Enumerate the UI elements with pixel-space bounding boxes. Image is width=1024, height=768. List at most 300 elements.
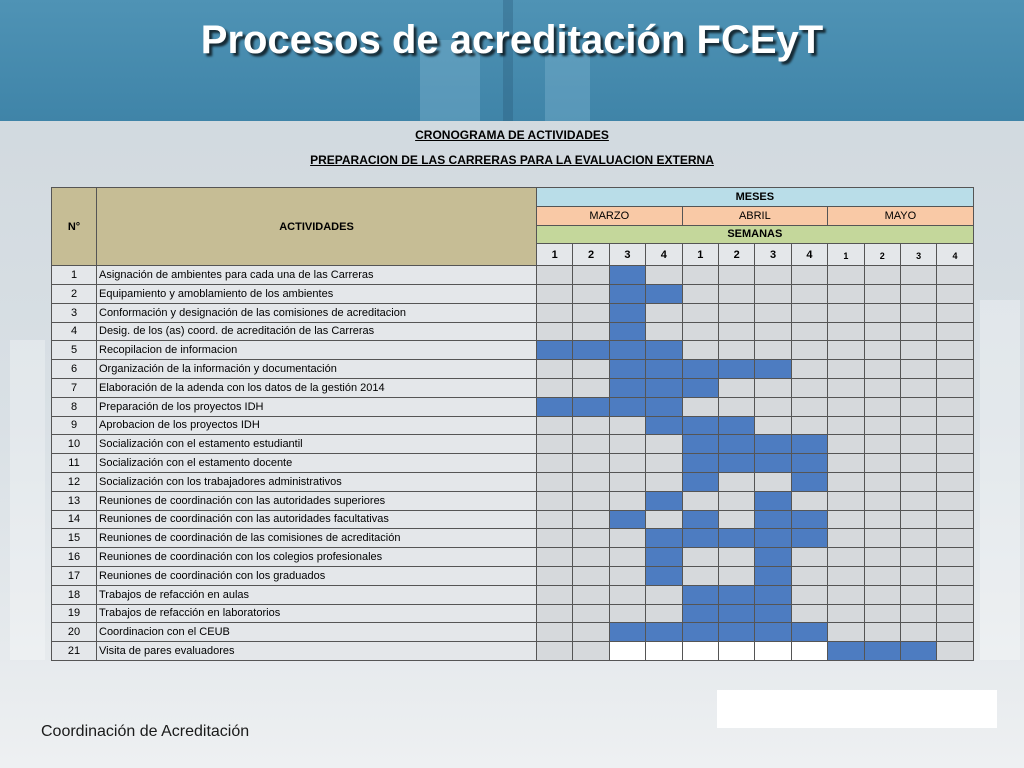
schedule-cell	[864, 378, 900, 397]
schedule-cell	[646, 303, 682, 322]
schedule-bar-cell	[573, 341, 609, 360]
schedule-cell	[791, 397, 827, 416]
schedule-cell	[937, 548, 973, 567]
schedule-cell	[900, 341, 936, 360]
activity-name: Conformación y designación de las comisiones de acreditacion	[97, 303, 537, 322]
schedule-cell	[682, 303, 718, 322]
schedule-bar-cell	[646, 529, 682, 548]
schedule-cell	[537, 472, 573, 491]
schedule-bar-cell	[609, 322, 645, 341]
schedule-cell	[937, 585, 973, 604]
schedule-cell	[864, 566, 900, 585]
activity-name: Reuniones de coordinación con las autoridades facultativas	[97, 510, 537, 529]
schedule-cell	[646, 435, 682, 454]
schedule-cell	[828, 472, 864, 491]
schedule-bar-cell	[718, 585, 754, 604]
schedule-cell	[828, 378, 864, 397]
schedule-cell	[755, 322, 791, 341]
schedule-bar-cell	[755, 454, 791, 473]
schedule-cell	[755, 642, 791, 661]
schedule-bar-cell	[900, 642, 936, 661]
schedule-cell	[646, 472, 682, 491]
schedule-cell	[937, 566, 973, 585]
row-number: 12	[52, 472, 97, 491]
schedule-cell	[900, 322, 936, 341]
schedule-cell	[864, 360, 900, 379]
schedule-cell	[864, 529, 900, 548]
schedule-bar-cell	[755, 491, 791, 510]
schedule-cell	[537, 585, 573, 604]
schedule-cell	[609, 642, 645, 661]
schedule-cell	[718, 322, 754, 341]
schedule-cell	[537, 266, 573, 285]
schedule-cell	[609, 416, 645, 435]
schedule-bar-cell	[755, 510, 791, 529]
schedule-bar-cell	[755, 623, 791, 642]
schedule-cell	[573, 510, 609, 529]
schedule-bar-cell	[609, 303, 645, 322]
row-number: 17	[52, 566, 97, 585]
schedule-bar-cell	[682, 360, 718, 379]
row-number: 14	[52, 510, 97, 529]
schedule-bar-cell	[755, 548, 791, 567]
row-number: 5	[52, 341, 97, 360]
row-number: 2	[52, 284, 97, 303]
schedule-bar-cell	[609, 378, 645, 397]
schedule-cell	[718, 642, 754, 661]
schedule-cell	[537, 322, 573, 341]
schedule-cell	[755, 266, 791, 285]
schedule-cell	[755, 284, 791, 303]
schedule-cell	[937, 510, 973, 529]
schedule-cell	[864, 397, 900, 416]
schedule-bar-cell	[609, 623, 645, 642]
schedule-cell	[537, 529, 573, 548]
schedule-cell	[791, 585, 827, 604]
table-row	[52, 397, 974, 416]
schedule-cell	[718, 548, 754, 567]
schedule-cell	[573, 529, 609, 548]
schedule-cell	[828, 510, 864, 529]
schedule-cell	[682, 397, 718, 416]
activity-name: Socialización con el estamento estudiantil	[97, 435, 537, 454]
schedule-bar-cell	[646, 548, 682, 567]
schedule-bar-cell	[609, 266, 645, 285]
schedule-bar-cell	[609, 284, 645, 303]
schedule-cell	[609, 435, 645, 454]
schedule-cell	[900, 284, 936, 303]
schedule-cell	[900, 266, 936, 285]
table-row	[52, 454, 974, 473]
schedule-bar-cell	[537, 341, 573, 360]
schedule-cell	[900, 548, 936, 567]
schedule-cell	[718, 284, 754, 303]
activity-name: Desig. de los (as) coord. de acreditación de las Carreras	[97, 322, 537, 341]
schedule-cell	[864, 623, 900, 642]
schedule-cell	[791, 303, 827, 322]
schedule-bar-cell	[791, 435, 827, 454]
schedule-cell	[864, 435, 900, 454]
table-row	[52, 472, 974, 491]
activity-name: Equipamiento y amoblamiento de los ambientes	[97, 284, 537, 303]
schedule-cell	[828, 416, 864, 435]
schedule-cell	[755, 472, 791, 491]
schedule-cell	[864, 585, 900, 604]
schedule-cell	[937, 416, 973, 435]
schedule-cell	[791, 266, 827, 285]
week-header: 3	[900, 244, 936, 266]
schedule-cell	[573, 491, 609, 510]
schedule-cell	[828, 604, 864, 623]
schedule-cell	[646, 322, 682, 341]
schedule-bar-cell	[755, 604, 791, 623]
table-row	[52, 548, 974, 567]
schedule-cell	[609, 585, 645, 604]
schedule-bar-cell	[682, 529, 718, 548]
schedule-subtitle: PREPARACION DE LAS CARRERAS PARA LA EVALUACION EXTERNA	[310, 153, 714, 167]
activity-name: Aprobacion de los proyectos IDH	[97, 416, 537, 435]
activity-name: Visita de pares evaluadores	[97, 642, 537, 661]
row-number: 1	[52, 266, 97, 285]
week-header: 1	[682, 244, 718, 266]
schedule-cell	[646, 454, 682, 473]
schedule-cell	[937, 491, 973, 510]
schedule-cell	[537, 623, 573, 642]
schedule-bar-cell	[609, 510, 645, 529]
activity-name: Reuniones de coordinación de las comisiones de acreditación	[97, 529, 537, 548]
blank-box	[717, 690, 997, 728]
table-row	[52, 416, 974, 435]
schedule-bar-cell	[646, 341, 682, 360]
schedule-cell	[828, 303, 864, 322]
schedule-cell	[791, 341, 827, 360]
schedule-bar-cell	[682, 454, 718, 473]
schedule-cell	[791, 360, 827, 379]
schedule-cell	[573, 266, 609, 285]
schedule-cell	[573, 548, 609, 567]
table-row	[52, 491, 974, 510]
schedule-cell	[937, 378, 973, 397]
schedule-cell	[537, 416, 573, 435]
schedule-cell	[937, 341, 973, 360]
schedule-cell	[900, 378, 936, 397]
activity-name: Reuniones de coordinación con los colegios profesionales	[97, 548, 537, 567]
schedule-cell	[828, 266, 864, 285]
schedule-cell	[937, 360, 973, 379]
schedule-cell	[609, 566, 645, 585]
schedule-cell	[791, 284, 827, 303]
schedule-cell	[682, 548, 718, 567]
table-row	[52, 435, 974, 454]
schedule-cell	[791, 604, 827, 623]
header-weeks: SEMANAS	[537, 225, 974, 244]
schedule-cell	[828, 566, 864, 585]
table-row	[52, 322, 974, 341]
week-header: 4	[646, 244, 682, 266]
schedule-title: CRONOGRAMA DE ACTIVIDADES	[415, 128, 609, 142]
schedule-cell	[573, 378, 609, 397]
schedule-cell	[937, 266, 973, 285]
table-row	[52, 510, 974, 529]
schedule-bar-cell	[682, 472, 718, 491]
week-header: 4	[937, 244, 973, 266]
table-row	[52, 341, 974, 360]
table-row	[52, 566, 974, 585]
schedule-cell	[864, 454, 900, 473]
schedule-cell	[937, 472, 973, 491]
schedule-cell	[900, 472, 936, 491]
week-header: 2	[718, 244, 754, 266]
schedule-cell	[900, 435, 936, 454]
schedule-bar-cell	[609, 360, 645, 379]
schedule-cell	[937, 529, 973, 548]
schedule-cell	[900, 585, 936, 604]
schedule-bar-cell	[718, 604, 754, 623]
row-number: 15	[52, 529, 97, 548]
table-row	[52, 266, 974, 285]
schedule-cell	[900, 491, 936, 510]
activity-name: Socialización con los trabajadores administrativos	[97, 472, 537, 491]
schedule-cell	[573, 435, 609, 454]
schedule-bar-cell	[682, 585, 718, 604]
schedule-cell	[537, 284, 573, 303]
schedule-cell	[646, 266, 682, 285]
schedule-bar-cell	[682, 604, 718, 623]
schedule-bar-cell	[718, 529, 754, 548]
schedule-cell	[718, 303, 754, 322]
schedule-cell	[646, 585, 682, 604]
activity-name: Recopilacion de informacion	[97, 341, 537, 360]
schedule-cell	[864, 322, 900, 341]
schedule-cell	[900, 360, 936, 379]
schedule-cell	[900, 454, 936, 473]
activity-name: Reuniones de coordinación con los graduados	[97, 566, 537, 585]
schedule-bar-cell	[755, 566, 791, 585]
table-row	[52, 378, 974, 397]
schedule-bar-cell	[718, 454, 754, 473]
schedule-cell	[609, 529, 645, 548]
schedule-cell	[828, 585, 864, 604]
schedule-cell	[864, 416, 900, 435]
schedule-cell	[682, 642, 718, 661]
schedule-cell	[609, 454, 645, 473]
activity-name: Asignación de ambientes para cada una de las Carreras	[97, 266, 537, 285]
schedule-cell	[682, 491, 718, 510]
schedule-cell	[937, 642, 973, 661]
schedule-cell	[864, 341, 900, 360]
schedule-cell	[537, 360, 573, 379]
week-header: 3	[609, 244, 645, 266]
schedule-cell	[718, 566, 754, 585]
schedule-cell	[609, 548, 645, 567]
row-number: 6	[52, 360, 97, 379]
schedule-cell	[937, 435, 973, 454]
schedule-cell	[864, 266, 900, 285]
table-row	[52, 604, 974, 623]
schedule-bar-cell	[573, 397, 609, 416]
schedule-cell	[864, 284, 900, 303]
schedule-bar-cell	[646, 284, 682, 303]
schedule-bar-cell	[718, 360, 754, 379]
schedule-cell	[900, 566, 936, 585]
schedule-cell	[573, 566, 609, 585]
schedule-cell	[900, 416, 936, 435]
schedule-cell	[755, 397, 791, 416]
schedule-cell	[755, 416, 791, 435]
activity-name: Trabajos de refacción en laboratorios	[97, 604, 537, 623]
schedule-cell	[864, 491, 900, 510]
schedule-bar-cell	[609, 397, 645, 416]
schedule-cell	[682, 284, 718, 303]
schedule-cell	[755, 341, 791, 360]
activity-name: Elaboración de la adenda con los datos de la gestión 2014	[97, 378, 537, 397]
row-number: 18	[52, 585, 97, 604]
schedule-cell	[537, 642, 573, 661]
schedule-bar-cell	[718, 435, 754, 454]
schedule-cell	[864, 548, 900, 567]
schedule-cell	[718, 491, 754, 510]
week-header: 2	[864, 244, 900, 266]
schedule-cell	[864, 510, 900, 529]
schedule-cell	[900, 303, 936, 322]
table-row	[52, 529, 974, 548]
schedule-cell	[537, 604, 573, 623]
schedule-cell	[755, 303, 791, 322]
week-header: 2	[573, 244, 609, 266]
table-row	[52, 284, 974, 303]
schedule-cell	[864, 303, 900, 322]
month-april: ABRIL	[682, 206, 828, 225]
schedule-cell	[573, 454, 609, 473]
schedule-cell	[537, 566, 573, 585]
schedule-cell	[791, 378, 827, 397]
week-header: 1	[828, 244, 864, 266]
schedule-cell	[682, 341, 718, 360]
schedule-cell	[828, 623, 864, 642]
schedule-bar-cell	[791, 510, 827, 529]
schedule-bar-cell	[646, 397, 682, 416]
schedule-cell	[646, 604, 682, 623]
schedule-cell	[573, 623, 609, 642]
row-number: 11	[52, 454, 97, 473]
week-header: 1	[537, 244, 573, 266]
activity-schedule-table	[51, 187, 974, 661]
schedule-cell	[791, 322, 827, 341]
schedule-cell	[828, 454, 864, 473]
schedule-cell	[573, 322, 609, 341]
schedule-bar-cell	[755, 585, 791, 604]
schedule-cell	[937, 604, 973, 623]
row-number: 16	[52, 548, 97, 567]
table-row	[52, 623, 974, 642]
schedule-bar-cell	[791, 623, 827, 642]
activity-name: Trabajos de refacción en aulas	[97, 585, 537, 604]
footer-text: Coordinación de Acreditación	[41, 723, 250, 740]
schedule-bar-cell	[791, 529, 827, 548]
schedule-cell	[682, 322, 718, 341]
schedule-bar-cell	[755, 529, 791, 548]
schedule-bar-cell	[682, 378, 718, 397]
schedule-cell	[573, 604, 609, 623]
schedule-bar-cell	[682, 623, 718, 642]
schedule-cell	[900, 397, 936, 416]
schedule-cell	[900, 510, 936, 529]
schedule-cell	[828, 397, 864, 416]
header-activities: ACTIVIDADES	[97, 188, 537, 266]
activity-name: Preparación de los proyectos IDH	[97, 397, 537, 416]
schedule-cell	[828, 435, 864, 454]
row-number: 21	[52, 642, 97, 661]
schedule-cell	[537, 454, 573, 473]
schedule-cell	[791, 566, 827, 585]
schedule-cell	[537, 548, 573, 567]
schedule-cell	[718, 378, 754, 397]
schedule-cell	[900, 604, 936, 623]
schedule-cell	[791, 491, 827, 510]
schedule-cell	[718, 472, 754, 491]
schedule-bar-cell	[682, 510, 718, 529]
schedule-cell	[937, 454, 973, 473]
banner-building	[545, 55, 590, 121]
schedule-bar-cell	[755, 435, 791, 454]
schedule-bar-cell	[755, 360, 791, 379]
week-header: 4	[791, 244, 827, 266]
schedule-cell	[573, 585, 609, 604]
activity-name: Organización de la información y documentación	[97, 360, 537, 379]
row-number: 3	[52, 303, 97, 322]
schedule-bar-cell	[609, 341, 645, 360]
schedule-cell	[646, 642, 682, 661]
schedule-cell	[609, 604, 645, 623]
schedule-cell	[718, 341, 754, 360]
schedule-bar-cell	[646, 623, 682, 642]
activity-name: Reuniones de coordinación con las autoridades superiores	[97, 491, 537, 510]
table-row	[52, 303, 974, 322]
row-number: 13	[52, 491, 97, 510]
schedule-cell	[573, 360, 609, 379]
schedule-bar-cell	[682, 416, 718, 435]
schedule-cell	[609, 491, 645, 510]
schedule-cell	[937, 322, 973, 341]
schedule-cell	[537, 510, 573, 529]
schedule-cell	[864, 472, 900, 491]
schedule-cell	[537, 378, 573, 397]
schedule-cell	[537, 491, 573, 510]
schedule-cell	[682, 266, 718, 285]
row-number: 20	[52, 623, 97, 642]
schedule-cell	[828, 529, 864, 548]
schedule-cell	[937, 284, 973, 303]
schedule-bar-cell	[828, 642, 864, 661]
schedule-cell	[937, 397, 973, 416]
schedule-cell	[573, 416, 609, 435]
schedule-cell	[573, 472, 609, 491]
schedule-cell	[537, 303, 573, 322]
schedule-cell	[828, 284, 864, 303]
schedule-cell	[900, 623, 936, 642]
activity-name: Coordinacion con el CEUB	[97, 623, 537, 642]
schedule-cell	[828, 360, 864, 379]
schedule-bar-cell	[537, 397, 573, 416]
schedule-cell	[573, 642, 609, 661]
schedule-bar-cell	[646, 378, 682, 397]
schedule-bar-cell	[791, 472, 827, 491]
schedule-cell	[791, 416, 827, 435]
schedule-cell	[718, 397, 754, 416]
row-number: 9	[52, 416, 97, 435]
schedule-cell	[937, 303, 973, 322]
schedule-cell	[609, 472, 645, 491]
